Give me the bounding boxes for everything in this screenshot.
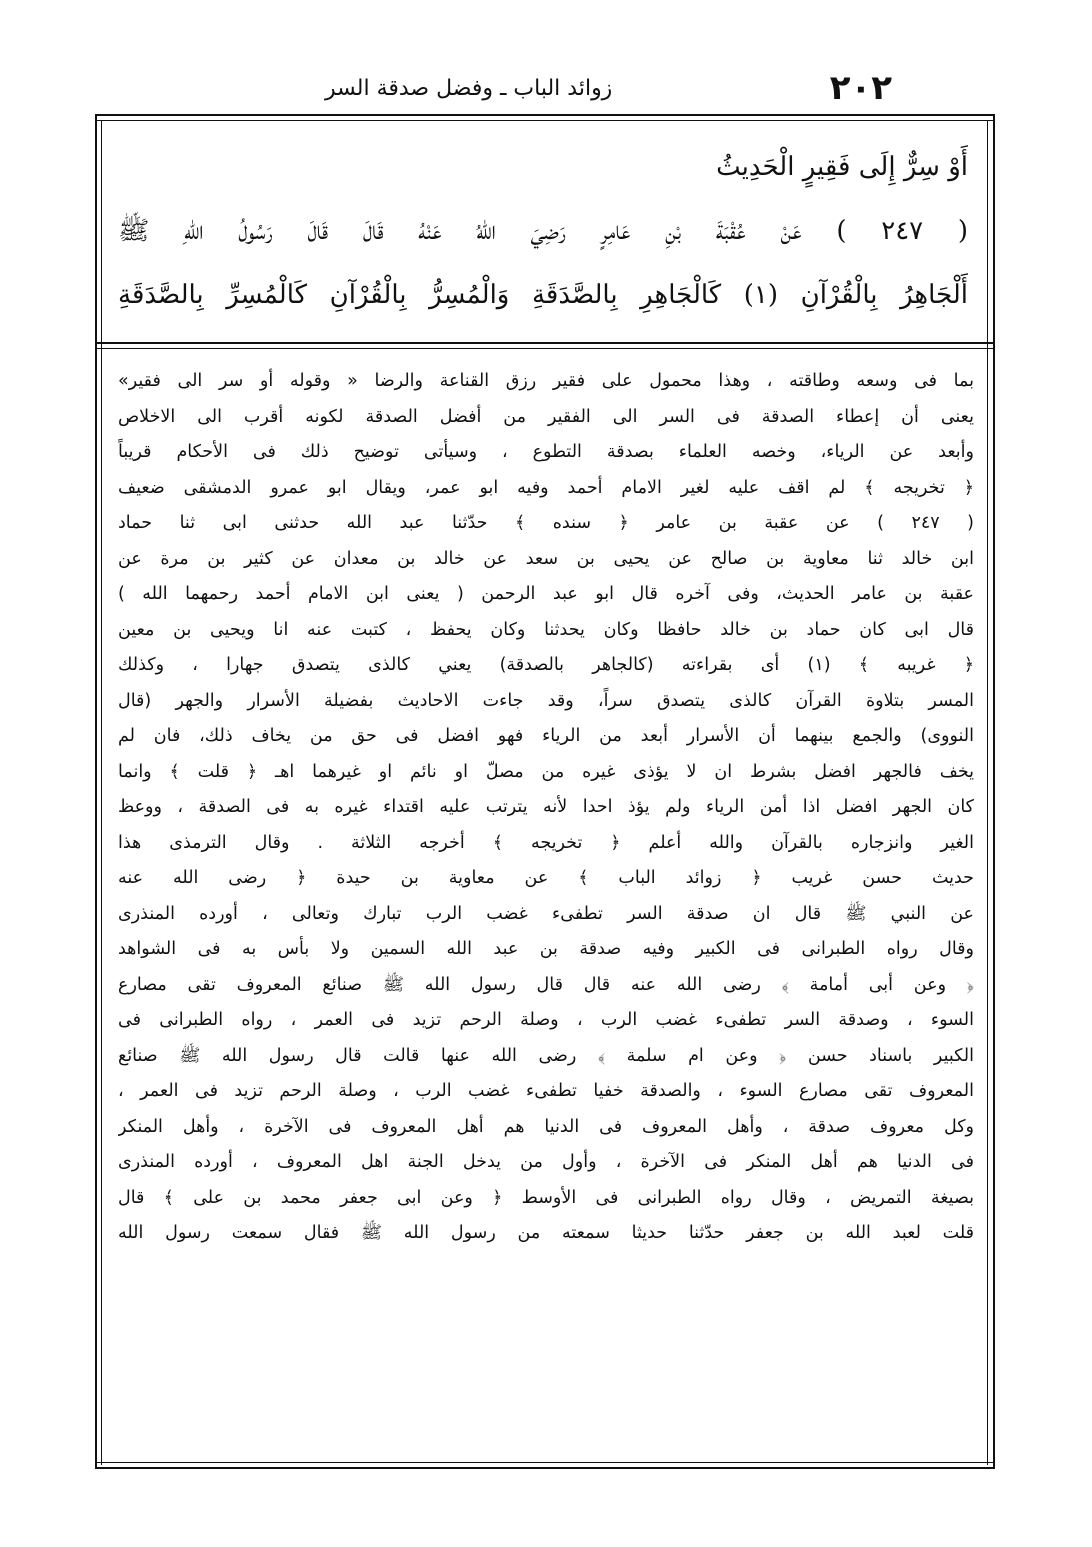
commentary-line: ﴿ تخريجه ﴾ لم اقف عليه لغير الامام أحمد وفيه ابو عمر، ويقال ابو عمرو الدمشقى ضعيف bbox=[118, 477, 974, 498]
commentary-line: وكل معروف صدقة ، وأهل المعروف فى الدنيا هم أهل المعروف فى الآخرة ، وأهل المنكر bbox=[118, 1116, 974, 1137]
commentary-line: ابن خالد ثنا معاوية بن صالح عن يحيى بن سعد عن خالد بن معدان عن كثير بن مرة عن bbox=[118, 548, 974, 569]
commentary-line: النووى) والجمع بينهما أن الأسرار أبعد من الرياء فهو افضل فى حق من يخاف ذلك، فان لم bbox=[118, 726, 974, 746]
top-rule-inner bbox=[95, 120, 995, 121]
commentary-line: المعروف تقى مصارع السوء ، والصدقة خفيا تطفىء غضب الرب ، وصلة الرحم تزيد فى العمر ، bbox=[118, 1081, 974, 1101]
commentary-line: الغير وانزجاره بالقرآن والله أعلم ﴿ تخريجه ﴾ أخرجه الثلاثة . وقال الترمذى هذا bbox=[118, 832, 974, 853]
hadith-text bbox=[118, 135, 968, 340]
right-border bbox=[993, 114, 995, 1469]
commentary-line: الكبير باسناد حسن ﴿ وعن ام سلمة ﴾ رضى الله عنها قالت قال رسول الله ﷺ صنائع bbox=[118, 1045, 974, 1066]
running-title: زوائد الباب ـ وفضل صدقة السر bbox=[325, 75, 613, 101]
commentary-line: كان الجهر افضل اذا أمن الرياء ولم يؤذ احدا لأنه يترتب عليه اقتداء غيره به فى الصدقة ، ووعظ bbox=[118, 797, 974, 817]
commentary-line: بما فى وسعه وطاقته ، وهذا محمول على فقير رزق القناعة والرضا « وقوله أو سر الى فقير» bbox=[118, 371, 974, 391]
commentary-line: ( ٢٤٧ ) عن عقبة بن عامر ﴿ سنده ﴾ حدّثنا عبد الله حدثنى ابى ثنا حماد bbox=[118, 513, 974, 533]
commentary-text bbox=[118, 364, 974, 1252]
hadith-line: أَلْجَاهِرُ بِالْقُرْآنِ (١) كَالْجَاهِرِ بِالصَّدَقَةِ وَالْمُسِرُّ بِالْقُرْآنِ كَالْمُسِرِّ بِالصَّدَقَةِ bbox=[118, 280, 968, 310]
commentary-line: حديث حسن غريب ﴿ زوائد الباب ﴾ عن معاوية بن حيدة ﴿ رضى الله عنه bbox=[118, 868, 974, 888]
right-border-inner bbox=[987, 120, 988, 1465]
commentary-line: قال ابى كان حماد بن خالد حافظا وكان يحدثنا وكان يحفظ ، كتبت عنه انا ويحيى بن معين bbox=[118, 619, 974, 640]
commentary-line: فى الدنيا هم أهل المنكر فى الآخرة ، وأول من يدخل الجنة اهل المعروف ، أورده المنذرى bbox=[118, 1152, 974, 1172]
separator-rule bbox=[95, 342, 995, 344]
hadith-line: أَوْ سِرٌّ إِلَى فَقِيرٍ الْحَدِيثُ bbox=[716, 152, 968, 182]
commentary-line: ﴿ غريبه ﴾ (١) أى بقراءته (كالجاهر بالصدقة) يعني كالذى يتصدق جهارا ، وكذلك bbox=[118, 655, 974, 675]
commentary-line: وقال رواه الطبرانى فى الكبير وفيه صدقة بن عبد الله السمين ولا بأس به فى الشواهد bbox=[118, 939, 974, 959]
hadith-line: ( ٢٤٧ ) عَنْ عُقْبَةَ بْنِ عَامِرٍ رَضِيَ اللهُ عَنْهُ قَالَ قَالَ رَسُولُ اللهِ ﷺ bbox=[118, 216, 968, 246]
commentary-line: المسر بتلاوة القرآن كالذى يتصدق سراً، وقد جاءت الاحاديث بفضيلة الأسرار والجهر (قال bbox=[118, 690, 974, 711]
left-border bbox=[95, 114, 97, 1469]
commentary-line: بصيغة التمريض ، وقال رواه الطبرانى فى الأوسط ﴿ وعن ابى جعفر محمد بن على ﴾ قال bbox=[118, 1187, 974, 1208]
commentary-line: قلت لعبد الله بن جعفر حدّثنا حديثا سمعته من رسول الله ﷺ فقال سمعت رسول الله bbox=[118, 1223, 974, 1243]
page-number: ٢٠٢ bbox=[829, 68, 892, 108]
top-rule bbox=[95, 114, 995, 116]
bottom-rule-inner bbox=[95, 1462, 995, 1463]
commentary-line: عقبة بن عامر الحديث، وفى آخره قال ابو عبد الرحمن ( يعنى ابن الامام أحمد رحمهما الله ) bbox=[118, 584, 974, 604]
separator-rule-inner bbox=[95, 348, 995, 349]
bottom-rule bbox=[95, 1467, 995, 1469]
commentary-line: يخف فالجهر افضل بشرط ان لا يؤذى غيره من مصلّ او نائم او غيرهما اهـ ﴿ قلت ﴾ وانما bbox=[118, 761, 974, 782]
commentary-line: عن النبي ﷺ قال ان صدقة السر تطفىء غضب الرب تبارك وتعالى ، أورده المنذرى bbox=[118, 903, 974, 924]
commentary-line: ﴿ وعن أبى أمامة ﴾ رضى الله عنه قال قال رسول الله ﷺ صنائع المعروف تقى مصارع bbox=[118, 974, 974, 995]
commentary-line: يعنى أن إعطاء الصدقة فى السر الى الفقير من أفضل الصدقة لكونه أقرب الى الاخلاص bbox=[118, 406, 974, 427]
commentary-line: السوء ، وصدقة السر تطفىء غضب الرب ، وصلة الرحم تزيد فى العمر ، رواه الطبرانى فى bbox=[118, 1010, 974, 1030]
left-border-inner bbox=[101, 120, 102, 1465]
page-header bbox=[95, 66, 892, 110]
commentary-line: وأبعد عن الرياء، وخصه العلماء بصدقة التطوع ، وسيأتى توضيح ذلك فى الأحكام قريباً bbox=[118, 442, 974, 462]
